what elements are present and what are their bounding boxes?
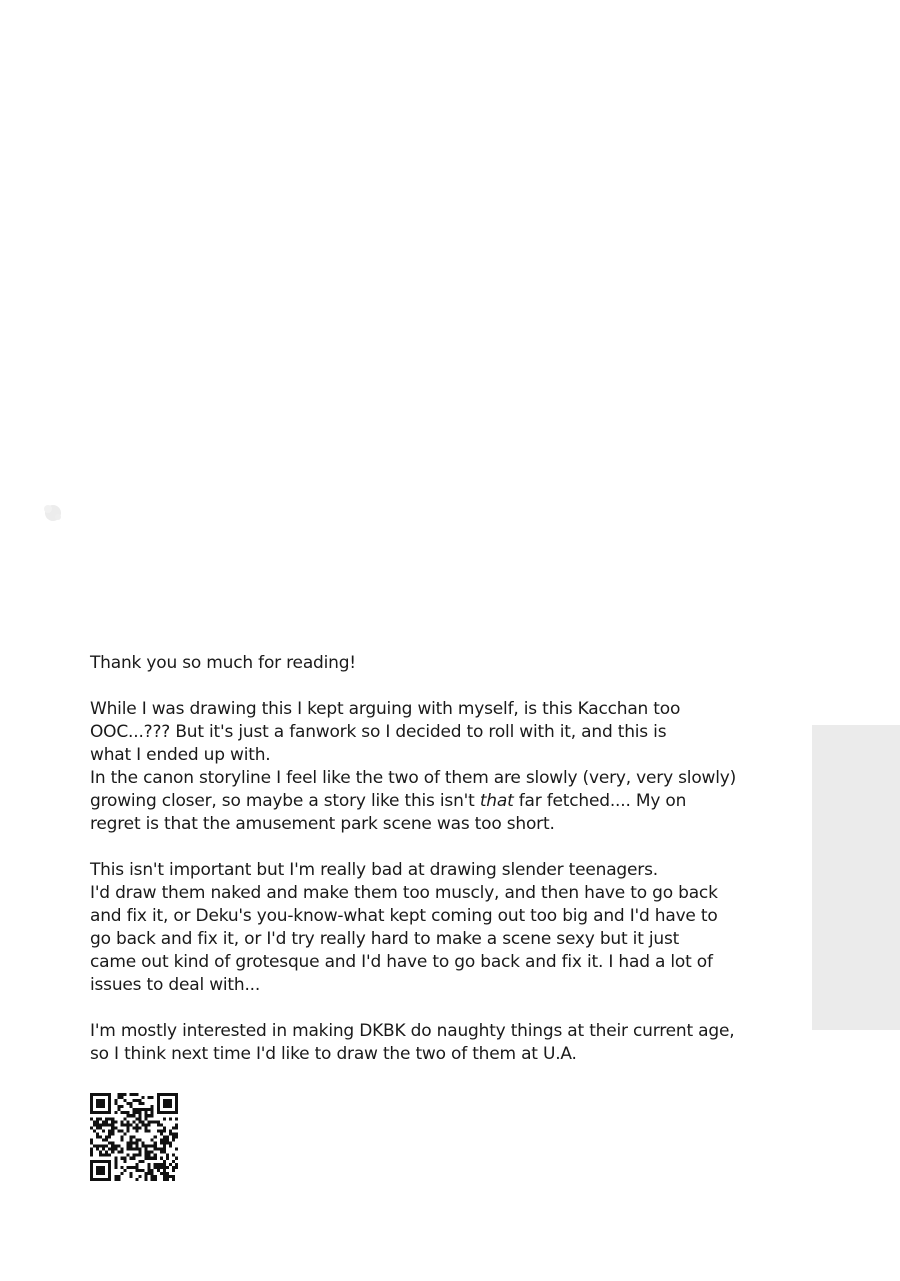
text-line: I'm mostly interested in making DKBK do naughty things at their current age, — [90, 1021, 735, 1041]
text-line: so I think next time I'd like to draw the two of them at U.A. — [90, 1044, 577, 1064]
text-line: go back and fix it, or I'd try really hard to make a scene sexy but it just — [90, 929, 680, 949]
text-line: This isn't important but I'm really bad at drawing slender teenagers. — [90, 860, 658, 880]
text-line: regret is that the amusement park scene was too short. — [90, 814, 555, 834]
text-line: Thank you so much for reading! — [90, 653, 356, 673]
qr-code-icon[interactable] — [90, 1093, 178, 1181]
text-line: OOC...??? But it's just a fanwork so I decided to roll with it, and this is — [90, 722, 667, 742]
paragraph-drawing-issues — [90, 859, 810, 997]
text-line: came out kind of grotesque and I'd have to go back and fix it. I had a lot of — [90, 952, 713, 972]
thanks-line — [90, 652, 810, 675]
paragraph-next-time — [90, 1020, 810, 1066]
text-line — [90, 790, 810, 813]
text-line: and fix it, or Deku's you-know-what kept coming out too big and I'd have to — [90, 906, 718, 926]
text-fragment: far fetched.... My on — [513, 791, 687, 811]
afterword-text — [90, 652, 810, 1089]
scan-shadow — [812, 725, 900, 1030]
text-line: what I ended up with. — [90, 745, 271, 765]
text-line: issues to deal with... — [90, 975, 261, 995]
text-fragment: growing closer, so maybe a story like this isn't — [90, 791, 480, 811]
text-line: While I was drawing this I kept arguing with myself, is this Kacchan too — [90, 699, 681, 719]
text-line: I'd draw them naked and make them too muscly, and then have to go back — [90, 883, 718, 903]
ink-smudge-icon — [40, 500, 66, 526]
emphasis-text: that — [479, 791, 514, 811]
paragraph-drawing-process — [90, 698, 810, 836]
text-line: In the canon storyline I feel like the two of them are slowly (very, very slowly) — [90, 768, 737, 788]
